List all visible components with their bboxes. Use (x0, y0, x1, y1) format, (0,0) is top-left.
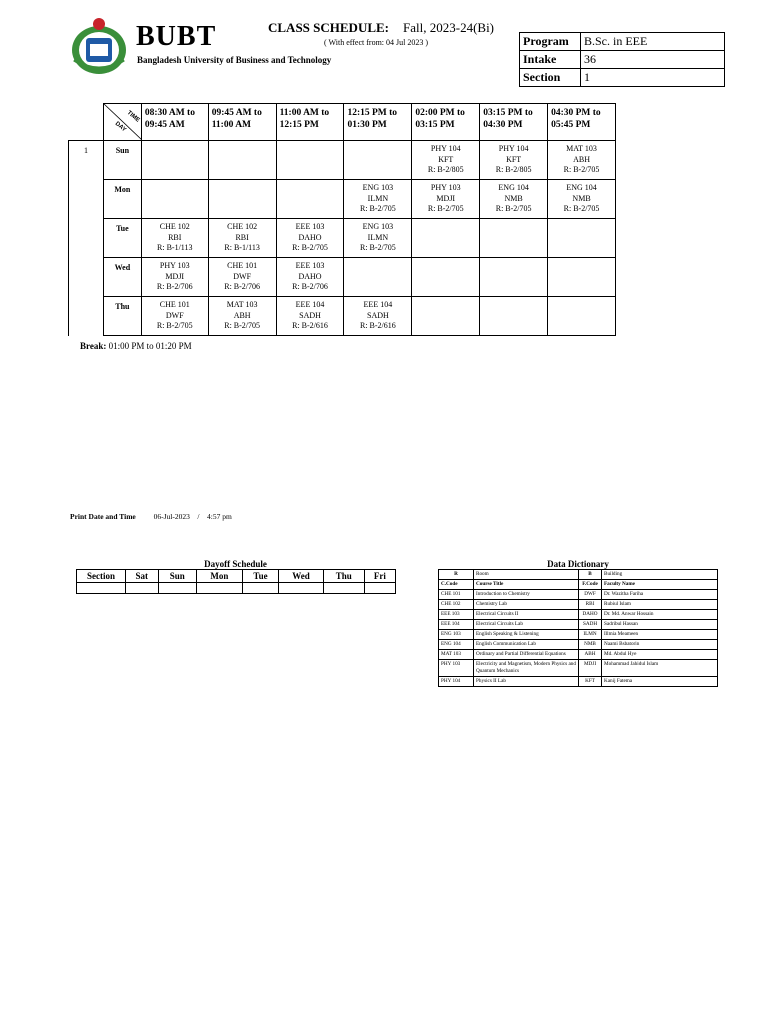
effect-note: ( With effect from: 04 Jul 2023 ) (324, 38, 429, 47)
empty-cell (548, 219, 616, 258)
room-code: R: B-2/705 (427, 204, 464, 214)
blank-header (69, 104, 104, 141)
class-cell (208, 219, 276, 258)
data-dictionary-title: Data Dictionary (547, 559, 609, 569)
faculty-code: SADH (299, 310, 321, 320)
room-code: R: B-1/113 (224, 243, 260, 253)
dictionary-row (439, 600, 718, 610)
course-code: PHY 103 (159, 261, 190, 271)
dayoff-header: Sun (158, 570, 197, 583)
course-code: CHE 101 (159, 300, 190, 310)
faculty-code: DAHO (298, 232, 322, 242)
room-code: R: B-2/705 (563, 165, 600, 175)
intake-value: 36 (581, 51, 725, 69)
course-code: ENG 104 (498, 183, 529, 193)
dictionary-header: Course Title (474, 580, 579, 590)
print-date: 06-Jul-2023 (153, 512, 190, 521)
room-code: R: B-2/705 (360, 243, 396, 253)
faculty-code: DWF (579, 590, 602, 600)
dictionary-header: C.Code (439, 580, 474, 590)
class-schedule-grid (68, 103, 616, 336)
course-code: CHE 101 (227, 261, 258, 271)
faculty-code: NMB (504, 193, 523, 203)
course-title: Ordinary and Partial Differential Equations (474, 650, 579, 660)
class-cell (276, 219, 344, 258)
term: Fall, 2023-24(Bi) (403, 20, 495, 35)
empty-cell (412, 297, 480, 336)
faculty-name: Rubiul Islam (602, 600, 718, 610)
course-code: EEE 103 (295, 261, 325, 271)
university-logo (68, 14, 130, 76)
time-slot-header: 11:00 AM to 12:15 PM (276, 104, 344, 141)
faculty-name: Dr. Md. Anwar Hossain (602, 610, 718, 620)
print-date-time (70, 512, 232, 521)
dayoff-header: Mon (197, 570, 243, 583)
course-code: CHE 102 (159, 222, 190, 232)
faculty-code: NMB (572, 193, 591, 203)
intake-row (520, 51, 725, 69)
print-separator: / (197, 512, 200, 521)
faculty-code: DAHO (579, 610, 602, 620)
time-slot-header: 02:00 PM to 03:15 PM (412, 104, 480, 141)
faculty-code: MDJI (579, 660, 602, 677)
course-title: Physics II Lab (474, 677, 579, 687)
course-code: PHY 104 (498, 144, 529, 154)
dictionary-row (439, 620, 718, 630)
faculty-code: ILMN (579, 630, 602, 640)
course-code: MAT 103 (226, 300, 258, 310)
dayoff-header-row (77, 570, 396, 583)
corner-time-label: TIME (125, 109, 141, 124)
course-code: PHY 104 (439, 677, 474, 687)
faculty-code: MDJI (436, 193, 456, 203)
room-code: R: B-2/706 (156, 282, 193, 292)
class-cell (548, 180, 616, 219)
faculty-code: ABH (573, 154, 590, 164)
dayoff-header: Thu (323, 570, 364, 583)
legend-value: Room (474, 570, 579, 580)
dictionary-header: F.Code (579, 580, 602, 590)
class-cell (548, 141, 616, 180)
legend-key: B (579, 570, 602, 580)
legend-key: R (439, 570, 474, 580)
class-cell (208, 258, 276, 297)
faculty-name: Sadribul Hassan (602, 620, 718, 630)
room-code: R: B-2/705 (360, 204, 396, 214)
class-cell (412, 141, 480, 180)
time-slot-header: 12:15 PM to 01:30 PM (344, 104, 412, 141)
break-info (80, 341, 192, 351)
faculty-code: NMB (579, 640, 602, 650)
course-title: Electrical Circuits II (474, 610, 579, 620)
empty-cell (276, 141, 344, 180)
class-cell (480, 141, 548, 180)
time-slot-header: 09:45 AM to 11:00 AM (208, 104, 276, 141)
dayoff-header: Wed (279, 570, 324, 583)
empty-cell (208, 180, 276, 219)
print-time: 4:57 pm (206, 512, 232, 521)
schedule-label: CLASS SCHEDULE: (268, 20, 390, 35)
faculty-code: SADH (367, 310, 389, 320)
class-cell (412, 180, 480, 219)
time-slot-header: 08:30 AM to 09:45 AM (141, 104, 208, 141)
class-cell (344, 219, 412, 258)
faculty-code: DWF (233, 271, 252, 281)
empty-cell (344, 141, 412, 180)
room-code: R: B-2/705 (224, 321, 261, 331)
faculty-name: Dr. Wazitha Fariha (602, 590, 718, 600)
empty-cell (480, 258, 548, 297)
dayoff-title: Dayoff Schedule (204, 559, 267, 569)
class-cell (344, 297, 412, 336)
data-dictionary-body (439, 570, 718, 687)
faculty-code: KFT (506, 154, 522, 164)
intake-key: Intake (520, 51, 581, 69)
dayoff-row (77, 583, 396, 594)
faculty-name: Md. Abdul Hye (602, 650, 718, 660)
print-label: Print Date and Time (70, 512, 136, 521)
program-info-table (519, 32, 725, 87)
empty-cell (141, 141, 208, 180)
class-cell (276, 297, 344, 336)
empty-cell (412, 258, 480, 297)
class-cell (141, 297, 208, 336)
schedule-body (69, 141, 616, 336)
time-slot-header: 04:30 PM to 05:45 PM (548, 104, 616, 141)
empty-cell (412, 219, 480, 258)
legend-value: Building (602, 570, 718, 580)
schedule-row-thu (69, 297, 616, 336)
course-code: EEE 104 (439, 620, 474, 630)
schedule-row-wed (69, 258, 616, 297)
schedule-row-sun (69, 141, 616, 180)
data-dictionary-table (438, 569, 718, 687)
day-label: Tue (103, 219, 141, 258)
course-code: EEE 103 (295, 222, 325, 232)
faculty-name: Mohammad Jahidul Islam (602, 660, 718, 677)
faculty-code: RBI (579, 600, 602, 610)
course-code: MAT 103 (439, 650, 474, 660)
dayoff-header: Section (77, 570, 126, 583)
empty-cell (208, 141, 276, 180)
section-row (520, 69, 725, 87)
empty-cell (548, 297, 616, 336)
time-header-row (69, 104, 616, 141)
room-code: R: B-1/113 (157, 243, 193, 253)
faculty-code: KFT (579, 677, 602, 687)
day-label: Mon (103, 180, 141, 219)
course-title: English Communication Lab (474, 640, 579, 650)
course-title: Electrical Circuits Lab (474, 620, 579, 630)
faculty-code: DWF (165, 310, 184, 320)
room-code: R: B-2/706 (292, 282, 328, 292)
faculty-code: DAHO (298, 271, 322, 281)
dictionary-row (439, 630, 718, 640)
faculty-name: Illmia Meameen (602, 630, 718, 640)
day-label: Sun (103, 141, 141, 180)
break-label: Break: (80, 341, 107, 351)
course-code: CHE 102 (227, 222, 258, 232)
course-code: ENG 103 (439, 630, 474, 640)
course-title: Introduction to Chemistry (474, 590, 579, 600)
course-title: Electricity and Magnetism, Modern Physics and Quantum Mechanics (474, 660, 579, 677)
course-code: EEE 103 (439, 610, 474, 620)
room-code: R: B-2/616 (292, 321, 328, 331)
day-label: Thu (103, 297, 141, 336)
schedule-title (268, 20, 494, 36)
class-cell (141, 258, 208, 297)
faculty-code: ILMN (367, 232, 389, 242)
class-cell (344, 180, 412, 219)
faculty-code: ABH (233, 310, 251, 320)
course-code: EEE 104 (295, 300, 325, 310)
empty-cell (276, 180, 344, 219)
room-code: R: B-2/705 (495, 204, 532, 214)
dayoff-header: Tue (242, 570, 279, 583)
faculty-code: ABH (579, 650, 602, 660)
university-name: Bangladesh University of Business and Technology (137, 55, 332, 65)
section-key: Section (520, 69, 581, 87)
faculty-code: RBI (168, 232, 182, 242)
empty-cell (548, 258, 616, 297)
dictionary-row (439, 640, 718, 650)
room-code: R: B-2/805 (495, 165, 532, 175)
room-code: R: B-2/616 (360, 321, 396, 331)
class-cell (141, 219, 208, 258)
course-code: ENG 103 (362, 222, 394, 232)
dictionary-header-row (439, 580, 718, 590)
dictionary-row (439, 610, 718, 620)
course-code: ENG 104 (566, 183, 597, 193)
faculty-code: SADH (579, 620, 602, 630)
legend-row (439, 570, 718, 580)
course-code: ENG 104 (439, 640, 474, 650)
room-code: R: B-2/705 (156, 321, 193, 331)
dictionary-header: Faculty Name (602, 580, 718, 590)
course-code: MAT 103 (566, 144, 597, 154)
faculty-code: MDJI (165, 271, 185, 281)
room-code: R: B-2/705 (563, 204, 600, 214)
dictionary-row (439, 677, 718, 687)
course-code: ENG 103 (362, 183, 394, 193)
course-code: PHY 104 (430, 144, 461, 154)
class-cell (208, 297, 276, 336)
dayoff-header: Fri (364, 570, 395, 583)
day-label: Wed (103, 258, 141, 297)
empty-cell (344, 258, 412, 297)
section-number: 1 (69, 141, 104, 336)
class-cell (480, 180, 548, 219)
class-cell (276, 258, 344, 297)
faculty-code: RBI (235, 232, 249, 242)
program-key: Program (520, 33, 581, 51)
program-row (520, 33, 725, 51)
course-code: EEE 104 (363, 300, 393, 310)
faculty-code: KFT (438, 154, 454, 164)
faculty-name: Kanij Fatema (602, 677, 718, 687)
empty-cell (480, 219, 548, 258)
corner-day-label: DAY (113, 120, 127, 134)
course-title: English Speaking & Listening (474, 630, 579, 640)
faculty-name: Naami Bsbatorin (602, 640, 718, 650)
section-value: 1 (581, 69, 725, 87)
schedule-row-mon (69, 180, 616, 219)
course-code: CHE 102 (439, 600, 474, 610)
empty-cell (141, 180, 208, 219)
course-code: PHY 103 (439, 660, 474, 677)
dictionary-row (439, 660, 718, 677)
program-value: B.Sc. in EEE (581, 33, 725, 51)
room-code: R: B-2/805 (427, 165, 464, 175)
room-code: R: B-2/705 (292, 243, 328, 253)
dayoff-table (76, 569, 396, 594)
time-day-corner (103, 104, 141, 141)
course-code: PHY 103 (430, 183, 461, 193)
course-code: CHE 101 (439, 590, 474, 600)
room-code: R: B-2/706 (224, 282, 261, 292)
break-value: 01:00 PM to 01:20 PM (108, 341, 192, 351)
dictionary-row (439, 650, 718, 660)
schedule-row-tue (69, 219, 616, 258)
faculty-code: ILMN (367, 193, 389, 203)
time-slot-header: 03:15 PM to 04:30 PM (480, 104, 548, 141)
logo-wordmark: BUBT (136, 21, 217, 52)
empty-cell (480, 297, 548, 336)
dayoff-header: Sat (126, 570, 159, 583)
corner-diagonal (104, 104, 142, 140)
course-title: Chemistry Lab (474, 600, 579, 610)
dictionary-row (439, 590, 718, 600)
